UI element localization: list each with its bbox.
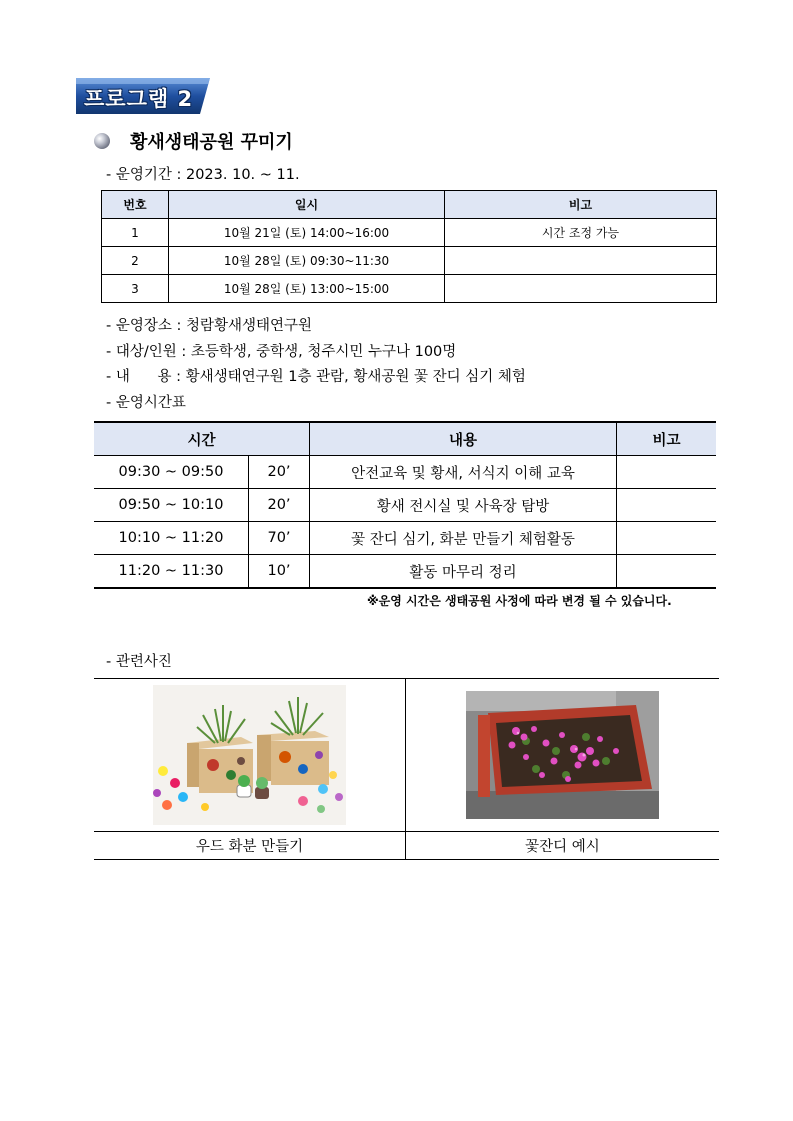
timetable-note (617, 456, 717, 489)
timetable-note (617, 489, 717, 522)
timetable-table (94, 421, 716, 589)
timetable-note-text: ※운영 시간은 생태공원 사정에 따라 변경 될 수 있습니다. (367, 594, 672, 608)
program-badge (76, 78, 210, 114)
target-text: - 대상/인원 : 초등학생, 중학생, 청주시민 누구나 100명 (106, 344, 457, 360)
schedule-cell: 2 (102, 247, 169, 275)
photos-row (94, 679, 719, 832)
table-row (102, 219, 717, 247)
content-text: - 내 용 : 황새생태연구원 1층 관람, 황새공원 꽃 잔디 심기 체험 (106, 369, 526, 385)
schedule-header-row (102, 191, 717, 219)
photo-caption-wood-pot: 우드 화분 만들기 (94, 832, 406, 860)
photos-table (94, 678, 719, 860)
timetable-time: 10:10 ~ 11:20 (94, 522, 249, 555)
table-row (94, 555, 716, 589)
timetable-duration: 10’ (249, 555, 310, 589)
photo-caption-phlox: 꽃잔디 예시 (406, 832, 720, 860)
timetable-content: 꽃 잔디 심기, 화분 만들기 체험활동 (310, 522, 617, 555)
schedule-cell: 시간 조정 가능 (445, 219, 717, 247)
place-text: - 운영장소 : 청람황새생태연구원 (106, 318, 313, 334)
schedule-header-no: 번호 (102, 191, 169, 219)
table-row (94, 522, 716, 555)
wood-pot-photo (153, 685, 346, 825)
schedule-cell: 3 (102, 275, 169, 303)
timetable-content: 안전교육 및 황새, 서식지 이해 교육 (310, 456, 617, 489)
timetable-time: 09:30 ~ 09:50 (94, 456, 249, 489)
schedule-table (101, 190, 717, 303)
photo-cell-phlox (406, 679, 720, 832)
timetable-time: 11:20 ~ 11:30 (94, 555, 249, 589)
schedule-header-note: 비고 (445, 191, 717, 219)
timetable-note (617, 555, 717, 589)
timetable-duration: 20’ (249, 456, 310, 489)
photos-label: - 관련사진 (106, 654, 172, 670)
schedule-header-date: 일시 (169, 191, 445, 219)
schedule-cell (445, 275, 717, 303)
timetable-note (617, 522, 717, 555)
timetable-duration: 20’ (249, 489, 310, 522)
timetable-label: - 운영시간표 (106, 395, 186, 411)
phlox-photo (466, 691, 659, 819)
schedule-cell: 10월 28일 (토) 09:30~11:30 (169, 247, 445, 275)
section-bullet-icon (94, 133, 110, 149)
schedule-cell: 1 (102, 219, 169, 247)
timetable-duration: 70’ (249, 522, 310, 555)
table-row (102, 275, 717, 303)
timetable-header-row (94, 422, 716, 456)
table-row (94, 456, 716, 489)
schedule-cell (445, 247, 717, 275)
badge-label: 프로그램 2 (84, 87, 194, 111)
timetable-time: 09:50 ~ 10:10 (94, 489, 249, 522)
captions-row (94, 832, 719, 860)
table-row (102, 247, 717, 275)
timetable-header-note: 비고 (617, 422, 717, 456)
timetable-content: 황새 전시실 및 사육장 탐방 (310, 489, 617, 522)
section-title: 황새생태공원 꾸미기 (130, 132, 293, 153)
timetable-header-content: 내용 (310, 422, 617, 456)
timetable-content: 활동 마무리 정리 (310, 555, 617, 589)
schedule-cell: 10월 28일 (토) 13:00~15:00 (169, 275, 445, 303)
schedule-cell: 10월 21일 (토) 14:00~16:00 (169, 219, 445, 247)
timetable-header-time: 시간 (94, 422, 310, 456)
photo-cell-wood-pot (94, 679, 406, 832)
period-text: - 운영기간 : 2023. 10. ~ 11. (106, 167, 300, 183)
table-row (94, 489, 716, 522)
